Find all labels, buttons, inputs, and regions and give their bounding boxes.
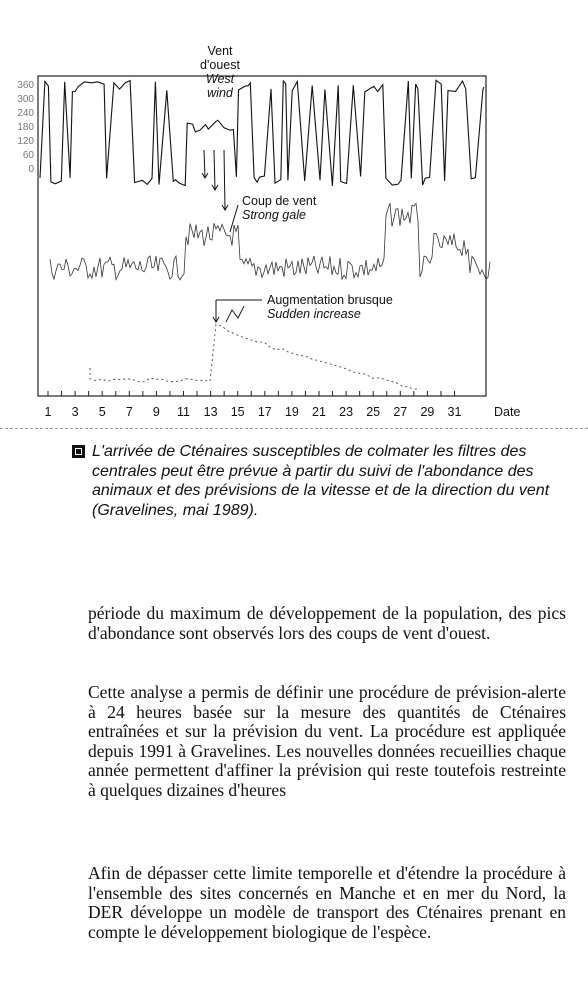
x-tick-label: 19 <box>284 405 299 419</box>
abundance-series <box>90 324 420 389</box>
figure-caption <box>92 442 562 520</box>
y-tick-label: 300 <box>17 94 34 105</box>
y-tick-label: 60 <box>22 150 34 161</box>
y-tick-label: 0 <box>28 164 34 175</box>
y-tick-label: 360 <box>17 80 34 91</box>
increase-annotation <box>267 293 393 321</box>
west-wind-en2: wind <box>207 86 233 100</box>
wind-direction-line <box>40 80 484 186</box>
paragraph-2: Cette analyse a permis de définir une procédure de prévision-alerte à 24 heures basée sur la mesure des quantités de Cténaires entraînées et sur la prévision du vent. La procédure est appliquée depuis 1991 à Gravelines. Les nouvelles données recueillies chaque année permettent d'affiner la prévision qui reste toutefois restreinte à quelques dizaines d'heures <box>88 682 566 800</box>
west-wind-annotation <box>190 44 250 100</box>
x-tick-label: 23 <box>339 405 354 419</box>
wind-arrow <box>204 150 205 178</box>
increase-en: Sudden increase <box>267 307 361 321</box>
x-tick-label: 13 <box>203 405 218 419</box>
paragraph-1: période du maximum de développement de la population, des pics d'abondance sont observés lors des coups de vent d'ouest. <box>88 603 566 643</box>
y-tick-label: 240 <box>17 108 34 119</box>
figure <box>0 0 588 440</box>
west-wind-en: West <box>205 72 235 86</box>
y-axis-ticks <box>17 80 34 175</box>
x-tick-label: 11 <box>177 405 190 419</box>
west-wind-fr2: d'ouest <box>200 58 240 72</box>
x-tick-label: 21 <box>312 405 326 419</box>
y-tick-label: 180 <box>17 122 34 133</box>
x-tick-label: 7 <box>125 405 133 419</box>
increase-arrow <box>213 300 219 322</box>
caption-text: L'arrivée de Cténaires susceptibles de colmater les filtres des centrales peut être prévue à partir du suivi de l'abondance des animaux et des prévisions de la vitesse et de la direction du vent (Gravelines, mai 1989). <box>92 443 550 519</box>
x-tick-label: 27 <box>393 405 408 419</box>
y-tick-label: 120 <box>17 136 34 147</box>
abundance-line <box>90 324 420 389</box>
x-tick-label: 15 <box>230 405 245 419</box>
x-tick-label: 25 <box>366 405 381 419</box>
wind-arrow <box>214 150 215 190</box>
gale-fr: Coup de vent <box>242 194 317 208</box>
x-tick-label: 3 <box>71 405 79 419</box>
paragraph-3: Afin de dépasser cette limite temporelle et d'étendre la procédure à l'ensemble des sites concernés en Manche et en mer du Nord, la DER développe un modèle de transport des Cténaires prenant en compte le développement biologique de l'espèce. <box>88 863 566 942</box>
x-tick-label: 1 <box>44 405 52 419</box>
wind-arrow <box>224 150 225 210</box>
x-tick-label: 5 <box>98 405 106 419</box>
caption-marker-icon <box>72 445 85 458</box>
x-tick-label: 29 <box>420 405 435 419</box>
west-wind-fr: Vent <box>207 44 233 58</box>
annotation-arrows <box>202 150 262 322</box>
x-tick-label: 9 <box>152 405 160 419</box>
x-axis-label: Date <box>494 405 521 419</box>
gale-annotation <box>242 194 316 222</box>
figure-divider <box>0 428 588 429</box>
wind-direction-series <box>40 80 484 186</box>
x-axis-ticks <box>45 391 462 419</box>
gale-en: Strong gale <box>242 208 306 222</box>
increase-fr: Augmentation brusque <box>267 293 393 307</box>
x-tick-label: 17 <box>257 405 272 419</box>
increase-curve <box>226 306 244 322</box>
x-tick-label: 31 <box>447 405 462 419</box>
